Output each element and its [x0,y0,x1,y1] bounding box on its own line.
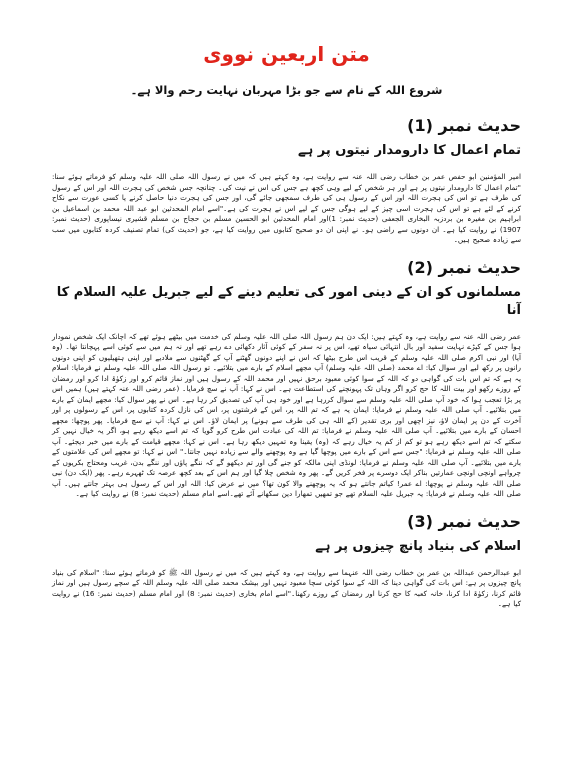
bismillah-line: شروع اللہ کے نام سے جو بڑا مہربان نہایت رحم والا ہے۔ [130,83,443,97]
hadith-3 [52,512,521,610]
hadith-text: عمر رضی اللہ عنہ سے روایت ہے، وہ کہتے ہیں: ایک دن ہم رسول اللہ صلی اللہ علیہ وسلم کی خدمت میں بیٹھے ہوئے تھے کہ اچانک ایک شخص نمودار ہوا جس کے کپڑے نہایت سفید اور بال انتہائی سیاہ تھے، اس پر نہ سفر کے کوئی آثار دکھائی دے رہے تھے اور نہ ہم میں سے کوئی اسے پہچانتا تھا۔ (وہ آیا) اور نبی اکرم صلی اللہ علیہ وسلم کے قریب اس طرح بیٹھا کہ اس نے اپنے دونوں گھٹنے آپ کے گھٹنوں سے ملادیے اور اپنی ہتھیلیوں کو اپنی دونوں رانوں پر رکھ لیے اور سوال کیا: اے محمد (صلی اللہ علیہ وسلم) آپ مجھے اسلام کے بارے میں بتلائیے۔ تو رسول اللہ صلی اللہ علیہ وسلم نے فرمایا: اسلام یہ ہے کہ تم اس بات کی گواہی دو کہ اللہ کے سوا کوئی معبود برحق نہیں اور محمد اللہ کے رسول ہیں اور نماز قائم کرو اور زکوٰۃ ادا کرو اور رمضان کے روزے رکھو اور بیت اللہ کا حج کرو اگر وہاں تک پہونچنے کی استطاعت ہے۔ اس نے کہا: آپ نے سچ فرمایا۔ (عمر رضی اللہ عنہ کہتے ہیں) ہمیں اس پر بڑا تعجب ہوا کہ خود آپ صلی اللہ علیہ وسلم سے سوال کررہا ہے اور خود ہی آپ کی تصدیق کر رہا ہے۔ اس نے پھر سوال کیا: مجھے ایمان کے بارے میں بتلائیے۔ آپ صلی اللہ علیہ وسلم نے فرمایا: ایمان یہ ہے کہ تم اللہ پر، اس کے فرشتوں پر، اس کی نازل کردہ کتابوں پر، اس کے رسولوں پر اور آخرت کے دن پر ایمان لاؤ، نیز اچھی اور بری تقدیر (کے اللہ ہی کی طرف سے ہونے) پر ایمان لاؤ۔ اس نے کہا: آپ نے سچ فرمایا۔ پھر پوچھا: مجھے احسان کے بارے میں بتلائیے۔ آپ صلی اللہ علیہ وسلم نے فرمایا: تم اللہ کی عبادت اس طرح کرو گویا کہ تم اسے دیکھ رہے ہو، اگر یہ خیال نہیں کر سکتے کہ تم اسے دیکھ رہے ہو تو کم از کم یہ خیال رہے کہ (وہ) یقینا وہ تمہیں دیکھ رہا ہے۔ اس نے کہا: مجھے قیامت کے بارے میں خبر دیجئے۔ آپ صلی اللہ علیہ وسلم نے فرمایا: "جس سے اس کے بارے میں پوچھا گیا ہے وہ پوچھنے والے سے زیادہ نہیں جانتا۔" اس نے کہا: تو مجھے اس کی علامتوں کے بارے میں بتلائیے۔ آپ صلی اللہ علیہ وسلم نے فرمایا: لونڈی اپنی مالکہ کو جنے گی اور تم دیکھو گے کہ ننگے پاؤں اور ننگے بدن، غریب ومحتاج بکریوں کے چرواہے اونچی اونچی عمارتیں بناکر ایک دوسرے پر فخر کریں گے۔ پھر وہ شخص چلا گیا اور ہم اس کے بعد کچھ عرصہ تک ٹھہرے رہے۔ پھر (ایک دن) نبی صلی اللہ علیہ وسلم نے پوچھا: اے عمر! کیاتم جانتے ہو کہ یہ پوچھنے والا کون تھا؟ میں نے عرض کیا: اللہ اور اس کے رسول ہی بہتر جانتے ہیں۔ آپ صلی اللہ علیہ وسلم نے فرمایا: یہ جبریل علیہ السلام تھے جو تمھیں تمھارا دین سکھانے آئے تھے۔اسے امام مسلم (حدیث نمبر: 8) نے روایت کیا ہے۔ [52,331,521,498]
hadith-number: حدیث نمبر (3) [407,511,521,531]
hadith-text: ابو عبدالرحمن عبداللہ بن عمر بن خطاب رضی اللہ عنہما سے روایت ہے، وہ کہتے ہیں کہ میں نے رسول اللہ ﷺ کو فرماتے ہوئے سنا: "اسلام کی بنیاد پانچ چیزوں پر ہے: اس بات کی گواہی دینا کہ اللہ کے سوا کوئی سچا معبود نہیں اور بیشک محمد صلی اللہ علیہ وسلم اللہ کے سچے رسول ہیں اور نماز قائم کرنا، زکوٰۃ ادا کرنا، خانہ کعبہ کا حج کرنا اور رمضان کے روزے رکھنا۔"اسے امام بخاری (حدیث نمبر: 8) اور امام مسلم (حدیث نمبر: 16) نے روایت کیا ہے۔ [52,567,521,608]
hadith-number: حدیث نمبر (1) [407,116,521,135]
document-title: متن اربعین نووی [203,42,370,66]
hadith-2 [52,258,521,500]
hadith-text: امیر المؤمنین ابو حفص عمر بن خطاب رضی اللہ عنہ سے روایت ہے، وہ کہتے ہیں کہ میں نے رسول اللہ صلی اللہ علیہ وسلم کو فرماتے ہوئے سنا: "تمام اعمال کا دارومدار نیتوں پر ہے اور ہر شخص کے لیے وہی کچھ ہے جس کی اس نے نیت کی۔ چنانچہ جس شخص کی ہجرت اللہ اور اس کے رسول کی طرف ہے تو اس کی ہجرت اللہ اور اس کے رسول ہی کی طرف سمجھی جائے گی، اور جس کی ہجرت دنیا حاصل کرنے یا کسی عورت سے نکاح کرنے کے لئے ہے تو اس کی ہجرت اسی چیز کے لیے ہوگی جس کے لیے اس نے ہجرت کی ہے۔"اسے امام المحدثین ابو عبد اللہ محمد بن اسماعیل بن ابراہیم بن مغیرہ بن بردزبہ البخاری الجعفی (حدیث نمبر: 1)اور امام المحدثین ابو الحسین مسلم بن حجاج بن مسلم قشیری نیساپوری (حدیث نمبر: 1907) نے روایت کیا ہے۔ ان دونوں سے راضی ہو۔ نے اپنی ان دو صحیح کتابوں میں روایت کیا ہے، جو (حدیث کی) تمام تصنیف کردہ کتابوں میں سب سے زیادہ صحیح ہیں۔ [52,172,521,244]
hadith-number: حدیث نمبر (2) [407,257,521,277]
hadith-heading: مسلمانوں کو ان کے دینی امور کی تعلیم دینے کے لیے جبریل علیہ السلام کا آنا [56,284,521,318]
hadith-heading: تمام اعمال کا دارومدار نیتوں پر ہے [298,143,521,158]
hadith-heading: اسلام کی بنیاد پانچ چیزوں پر ہے [315,538,521,554]
hadith-1 [52,116,521,246]
